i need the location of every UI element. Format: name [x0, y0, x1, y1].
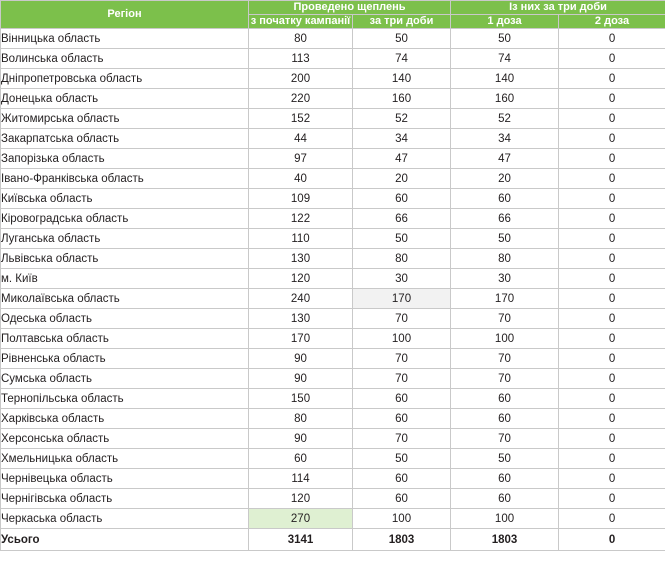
cell-for-three-days: 70 [353, 349, 451, 369]
cell-since-start: 120 [249, 269, 353, 289]
column-header-since-start: з початку кампанії [249, 15, 353, 29]
cell-dose2: 0 [559, 269, 665, 289]
cell-dose2: 0 [559, 129, 665, 149]
cell-for-three-days: 50 [353, 229, 451, 249]
cell-dose2: 0 [559, 249, 665, 269]
cell-dose1: 30 [451, 269, 559, 289]
cell-dose1: 170 [451, 289, 559, 309]
cell-region: м. Київ [1, 269, 249, 289]
cell-dose1: 74 [451, 49, 559, 69]
cell-dose1: 70 [451, 369, 559, 389]
cell-dose1: 34 [451, 129, 559, 149]
cell-dose1: 80 [451, 249, 559, 269]
cell-since-start: 170 [249, 329, 353, 349]
cell-region: Львівська область [1, 249, 249, 269]
table-row [1, 269, 665, 289]
table-row [1, 449, 665, 469]
cell-region: Чернівецька область [1, 469, 249, 489]
cell-dose2: 0 [559, 229, 665, 249]
cell-region: Кіровоградська область [1, 209, 249, 229]
cell-since-start: 200 [249, 69, 353, 89]
cell-dose2: 0 [559, 289, 665, 309]
cell-for-three-days: 160 [353, 89, 451, 109]
cell-since-start: 90 [249, 429, 353, 449]
cell-region: Київська область [1, 189, 249, 209]
cell-region: Донецька область [1, 89, 249, 109]
column-header-dose1: 1 доза [451, 15, 559, 29]
cell-region: Тернопільська область [1, 389, 249, 409]
cell-dose2: 0 [559, 329, 665, 349]
cell-dose1: 100 [451, 509, 559, 529]
cell-dose2: 0 [559, 429, 665, 449]
cell-region: Черкаська область [1, 509, 249, 529]
cell-region: Рівненська область [1, 349, 249, 369]
cell-dose2: 0 [559, 349, 665, 369]
table-row [1, 369, 665, 389]
table-row [1, 309, 665, 329]
cell-for-three-days: 66 [353, 209, 451, 229]
cell-dose2: 0 [559, 29, 665, 49]
table-row [1, 69, 665, 89]
cell-dose1: 60 [451, 469, 559, 489]
cell-dose2: 0 [559, 169, 665, 189]
cell-since-start: 110 [249, 229, 353, 249]
table-row [1, 189, 665, 209]
cell-dose2: 0 [559, 89, 665, 109]
header-row-top [1, 1, 665, 15]
cell-region: Вінницька область [1, 29, 249, 49]
cell-region: Сумська область [1, 369, 249, 389]
column-header-for-three-days: за три доби [353, 15, 451, 29]
cell-total-dose1: 1803 [451, 529, 559, 551]
table-row [1, 129, 665, 149]
cell-for-three-days: 47 [353, 149, 451, 169]
cell-for-three-days: 20 [353, 169, 451, 189]
cell-dose1: 140 [451, 69, 559, 89]
cell-dose1: 20 [451, 169, 559, 189]
cell-since-start: 122 [249, 209, 353, 229]
cell-since-start: 240 [249, 289, 353, 309]
cell-since-start: 80 [249, 409, 353, 429]
cell-dose1: 60 [451, 389, 559, 409]
cell-dose1: 50 [451, 449, 559, 469]
table-row [1, 349, 665, 369]
cell-total-dose2: 0 [559, 529, 665, 551]
cell-dose1: 70 [451, 309, 559, 329]
cell-since-start: 109 [249, 189, 353, 209]
table-row [1, 49, 665, 69]
cell-region: Івано-Франківська область [1, 169, 249, 189]
cell-since-start: 60 [249, 449, 353, 469]
cell-since-start: 90 [249, 369, 353, 389]
cell-for-three-days: 60 [353, 489, 451, 509]
cell-dose2: 0 [559, 369, 665, 389]
cell-dose1: 60 [451, 409, 559, 429]
table-row [1, 329, 665, 349]
cell-dose2: 0 [559, 509, 665, 529]
cell-region: Запорізька область [1, 149, 249, 169]
cell-since-start: 150 [249, 389, 353, 409]
cell-dose1: 66 [451, 209, 559, 229]
cell-dose2: 0 [559, 189, 665, 209]
cell-region: Хмельницька область [1, 449, 249, 469]
cell-dose1: 70 [451, 429, 559, 449]
table-row [1, 149, 665, 169]
cell-region: Луганська область [1, 229, 249, 249]
cell-since-start: 152 [249, 109, 353, 129]
table-row [1, 509, 665, 529]
cell-dose2: 0 [559, 209, 665, 229]
cell-dose1: 60 [451, 189, 559, 209]
cell-dose2: 0 [559, 109, 665, 129]
cell-for-three-days: 74 [353, 49, 451, 69]
cell-since-start: 270 [249, 509, 353, 529]
cell-dose1: 52 [451, 109, 559, 129]
table-row [1, 29, 665, 49]
column-group-header-three-days: Із них за три доби [451, 1, 665, 15]
table-row [1, 409, 665, 429]
cell-since-start: 220 [249, 89, 353, 109]
table-row [1, 429, 665, 449]
table-row [1, 489, 665, 509]
table-row [1, 209, 665, 229]
cell-region: Миколаївська область [1, 289, 249, 309]
cell-region: Житомирська область [1, 109, 249, 129]
cell-for-three-days: 100 [353, 329, 451, 349]
cell-since-start: 120 [249, 489, 353, 509]
cell-for-three-days: 50 [353, 29, 451, 49]
cell-for-three-days: 50 [353, 449, 451, 469]
cell-dose1: 70 [451, 349, 559, 369]
column-group-header-done: Проведено щеплень [249, 1, 451, 15]
cell-dose1: 47 [451, 149, 559, 169]
column-header-dose2: 2 доза [559, 15, 665, 29]
table-row [1, 389, 665, 409]
cell-for-three-days: 34 [353, 129, 451, 149]
table-row [1, 169, 665, 189]
cell-dose2: 0 [559, 309, 665, 329]
cell-for-three-days: 100 [353, 509, 451, 529]
cell-since-start: 80 [249, 29, 353, 49]
cell-for-three-days: 80 [353, 249, 451, 269]
cell-region: Закарпатська область [1, 129, 249, 149]
table-row [1, 229, 665, 249]
table-row [1, 249, 665, 269]
cell-total-label: Усього [1, 529, 249, 551]
table-row [1, 289, 665, 309]
cell-dose2: 0 [559, 489, 665, 509]
cell-total-since-start: 3141 [249, 529, 353, 551]
cell-since-start: 44 [249, 129, 353, 149]
cell-total-for-three-days: 1803 [353, 529, 451, 551]
cell-dose2: 0 [559, 389, 665, 409]
cell-region: Одеська область [1, 309, 249, 329]
cell-for-three-days: 60 [353, 469, 451, 489]
cell-region: Чернігівська область [1, 489, 249, 509]
table-body [1, 29, 665, 551]
table-row [1, 109, 665, 129]
cell-dose2: 0 [559, 69, 665, 89]
table-row [1, 469, 665, 489]
cell-for-three-days: 60 [353, 389, 451, 409]
cell-region: Херсонська область [1, 429, 249, 449]
cell-dose2: 0 [559, 49, 665, 69]
table-row [1, 89, 665, 109]
column-header-region: Регіон [1, 1, 249, 29]
cell-for-three-days: 170 [353, 289, 451, 309]
cell-since-start: 130 [249, 309, 353, 329]
cell-since-start: 90 [249, 349, 353, 369]
cell-since-start: 40 [249, 169, 353, 189]
cell-region: Волинська область [1, 49, 249, 69]
cell-for-three-days: 140 [353, 69, 451, 89]
cell-dose2: 0 [559, 409, 665, 429]
cell-for-three-days: 60 [353, 189, 451, 209]
cell-for-three-days: 70 [353, 429, 451, 449]
cell-region: Дніпропетровська область [1, 69, 249, 89]
cell-dose2: 0 [559, 149, 665, 169]
cell-since-start: 113 [249, 49, 353, 69]
cell-dose2: 0 [559, 449, 665, 469]
cell-region: Полтавська область [1, 329, 249, 349]
cell-dose2: 0 [559, 469, 665, 489]
cell-for-three-days: 70 [353, 369, 451, 389]
table-total-row [1, 529, 665, 551]
cell-dose1: 50 [451, 229, 559, 249]
cell-for-three-days: 52 [353, 109, 451, 129]
cell-for-three-days: 30 [353, 269, 451, 289]
cell-dose1: 60 [451, 489, 559, 509]
cell-for-three-days: 60 [353, 409, 451, 429]
cell-dose1: 50 [451, 29, 559, 49]
cell-region: Харківська область [1, 409, 249, 429]
cell-since-start: 114 [249, 469, 353, 489]
cell-since-start: 97 [249, 149, 353, 169]
table-header [1, 1, 665, 29]
cell-for-three-days: 70 [353, 309, 451, 329]
cell-since-start: 130 [249, 249, 353, 269]
cell-dose1: 160 [451, 89, 559, 109]
cell-dose1: 100 [451, 329, 559, 349]
